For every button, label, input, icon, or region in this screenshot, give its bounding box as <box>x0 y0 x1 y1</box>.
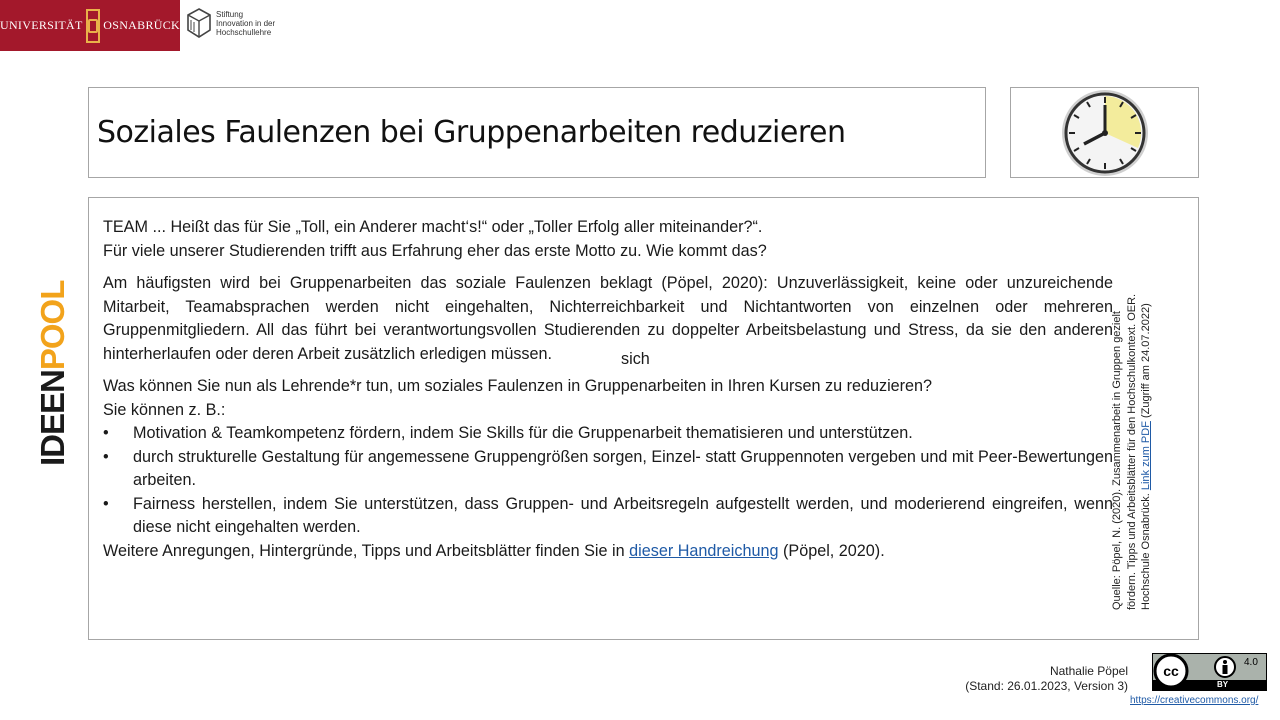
page-title: Soziales Faulenzen bei Gruppenarbeiten reduzieren <box>97 115 846 150</box>
author-info <box>965 664 1128 694</box>
closing-prefix: Weitere Anregungen, Hintergründe, Tipps und Arbeitsblätter finden Sie in <box>103 541 630 560</box>
cc-url-link[interactable]: https://creativecommons.org/ <box>1130 695 1259 706</box>
clock-icon <box>1060 88 1150 178</box>
overlap-word: sich <box>621 350 650 368</box>
svg-text:cc: cc <box>1163 663 1179 679</box>
university-logo-text-right: OSNABRÜCK <box>103 18 180 32</box>
content-box <box>88 197 1199 640</box>
foundation-line-3: Hochschullehre <box>216 27 272 37</box>
author-name: Nathalie Pöpel <box>1049 664 1128 678</box>
cc-license-badge[interactable] <box>1152 653 1267 691</box>
ideenpool-logo <box>34 268 71 468</box>
intro-line-1: TEAM ... Heißt das für Sie „Toll, ein Anderer macht‘s!“ oder „Toller Erfolg aller miteinander?“. <box>103 218 763 236</box>
source-line-3-prefix: Hochschule Osnabrück. <box>1140 490 1152 610</box>
source-line-3-suffix: (Zugriff am 24.07.2022) <box>1140 303 1152 422</box>
suggestion-list <box>103 422 1113 540</box>
source-line-3 <box>1139 250 1154 610</box>
handreichung-link[interactable]: dieser Handreichung <box>629 541 779 560</box>
source-line-2: fördern. Tipps und Arbeitsblätter für den Hochschulkontext. OER. <box>1125 293 1138 610</box>
ideenpool-logo-graphic <box>34 268 71 468</box>
paragraph-problem: Am häufigsten wird bei Gruppenarbeiten das soziale Faulenzen beklagt (Pöpel, 2020): Unzuverlässigkeit, keine oder unzureichende Mitarbeit, Teamabsprachen werden nicht eingehalten, Nichterreichbarkeit und Nichtantworten von einzelnen oder mehreren Gruppenmitgliedern. All das führt bei verantwortungsvollen Studierenden zu doppelter Arbeitsbelastung und Stress, da sie den anderen hinterherlaufen oder deren Arbeit zusätzlich erledigen müssen. <box>103 274 1113 363</box>
intro-line-2: Für viele unserer Studierenden trifft aus Erfahrung eher das erste Motto zu. Wie kommt das? <box>103 241 767 260</box>
closing-suffix: (Pöpel, 2020). <box>778 541 885 560</box>
closing-line <box>103 540 1113 564</box>
foundation-logo <box>187 8 275 38</box>
content-text <box>103 216 1113 563</box>
pdf-link[interactable]: Link zum PDF <box>1140 421 1152 491</box>
source-citation <box>1110 250 1154 610</box>
university-logo <box>0 0 180 51</box>
svg-text:IDEENPOOL: IDEENPOOL <box>34 280 71 466</box>
title-box <box>88 87 986 178</box>
clock-box <box>1010 87 1199 178</box>
university-logo-text-left: UNIVERSITÄT <box>0 18 83 32</box>
list-item: • Motivation & Teamkompetenz fördern, indem Sie Skills für die Gruppenarbeit thematisieren und unterstützen. <box>103 422 1113 446</box>
question-line: Was können Sie nun als Lehrende*r tun, um soziales Faulenzen in Gruppenarbeiten in Ihren Kursen zu reduzieren? <box>103 377 933 395</box>
cube-icon <box>187 8 211 38</box>
list-item: • Fairness herstellen, indem Sie unterstützen, dass Gruppen- und Arbeitsregeln aufgestellt werden, und moderierend eingreifen, wenn diese nicht eingehalten werden. <box>103 493 1113 540</box>
cc-by-label: BY <box>1217 680 1229 689</box>
foundation-line-1: Stiftung <box>216 9 244 19</box>
cc-version: 4.0 <box>1244 657 1258 668</box>
list-item: • durch strukturelle Gestaltung für angemessene Gruppengrößen sorgen, Einzel- statt Gruppennoten vergeben und mit Peer-Bewertungen arbeiten. <box>103 446 1113 493</box>
source-line-1: Quelle: Pöpel, N. (2020). Zusammenarbeit in Gruppen gezielt <box>1111 311 1123 610</box>
version-status: (Stand: 26.01.2023, Version 3) <box>965 679 1128 693</box>
lead-line: Sie können z. B.: <box>103 400 226 419</box>
foundation-line-2: Innovation in der <box>216 18 276 28</box>
university-crest-icon <box>86 9 101 43</box>
